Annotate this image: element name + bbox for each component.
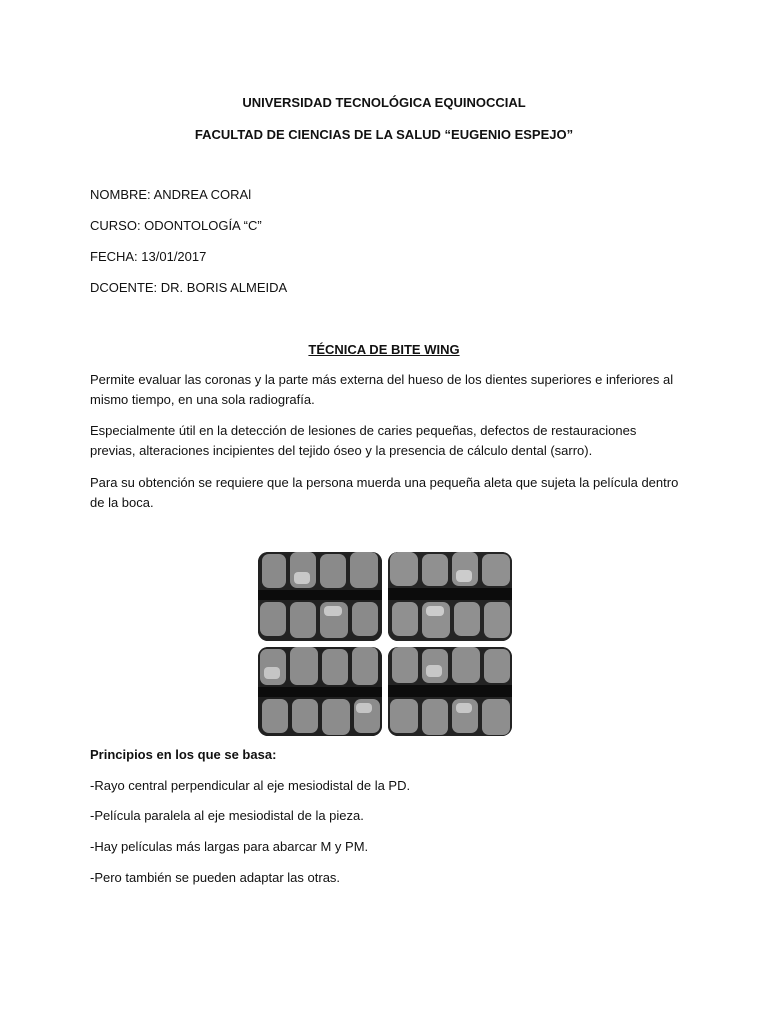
xray-image-bottom-right bbox=[388, 647, 512, 736]
xray-image-top-right bbox=[388, 552, 512, 641]
xray-image-top-left bbox=[258, 552, 382, 641]
student-name: NOMBRE: ANDREA CORAl bbox=[90, 187, 252, 202]
bitewing-xray-figure bbox=[258, 552, 512, 738]
principle-item-1: -Rayo central perpendicular al eje mesiodistal de la PD. bbox=[90, 778, 411, 793]
course: CURSO: ODONTOLOGÍA “C” bbox=[90, 218, 262, 233]
principles-heading: Principios en los que se basa: bbox=[90, 747, 277, 762]
teacher: DCOENTE: DR. BORIS ALMEIDA bbox=[90, 280, 288, 295]
section-title: TÉCNICA DE BITE WING bbox=[308, 342, 460, 357]
principle-item-2: -Película paralela al eje mesiodistal de la pieza. bbox=[90, 808, 364, 823]
date: FECHA: 13/01/2017 bbox=[90, 249, 207, 264]
paragraph-1: Permite evaluar las coronas y la parte más externa del hueso de los dientes superiores e inferiores al mismo tiempo, en una sola radiografía. bbox=[90, 372, 674, 407]
xray-image-bottom-left bbox=[258, 647, 382, 736]
principle-item-3: -Hay películas más largas para abarcar M y PM. bbox=[90, 839, 369, 854]
paragraph-2: Especialmente útil en la detección de lesiones de caries pequeñas, defectos de restauraciones previas, alteraciones incipientes del tejido óseo y la presencia de cálculo dental (sarro). bbox=[90, 423, 637, 458]
university-title: UNIVERSIDAD TECNOLÓGICA EQUINOCCIAL bbox=[242, 95, 526, 110]
principle-item-4: -Pero también se pueden adaptar las otras. bbox=[90, 870, 341, 885]
faculty-title: FACULTAD DE CIENCIAS DE LA SALUD “EUGENIO ESPEJO” bbox=[194, 127, 574, 142]
paragraph-3: Para su obtención se requiere que la persona muerda una pequeña aleta que sujeta la película dentro de la boca. bbox=[90, 475, 679, 510]
